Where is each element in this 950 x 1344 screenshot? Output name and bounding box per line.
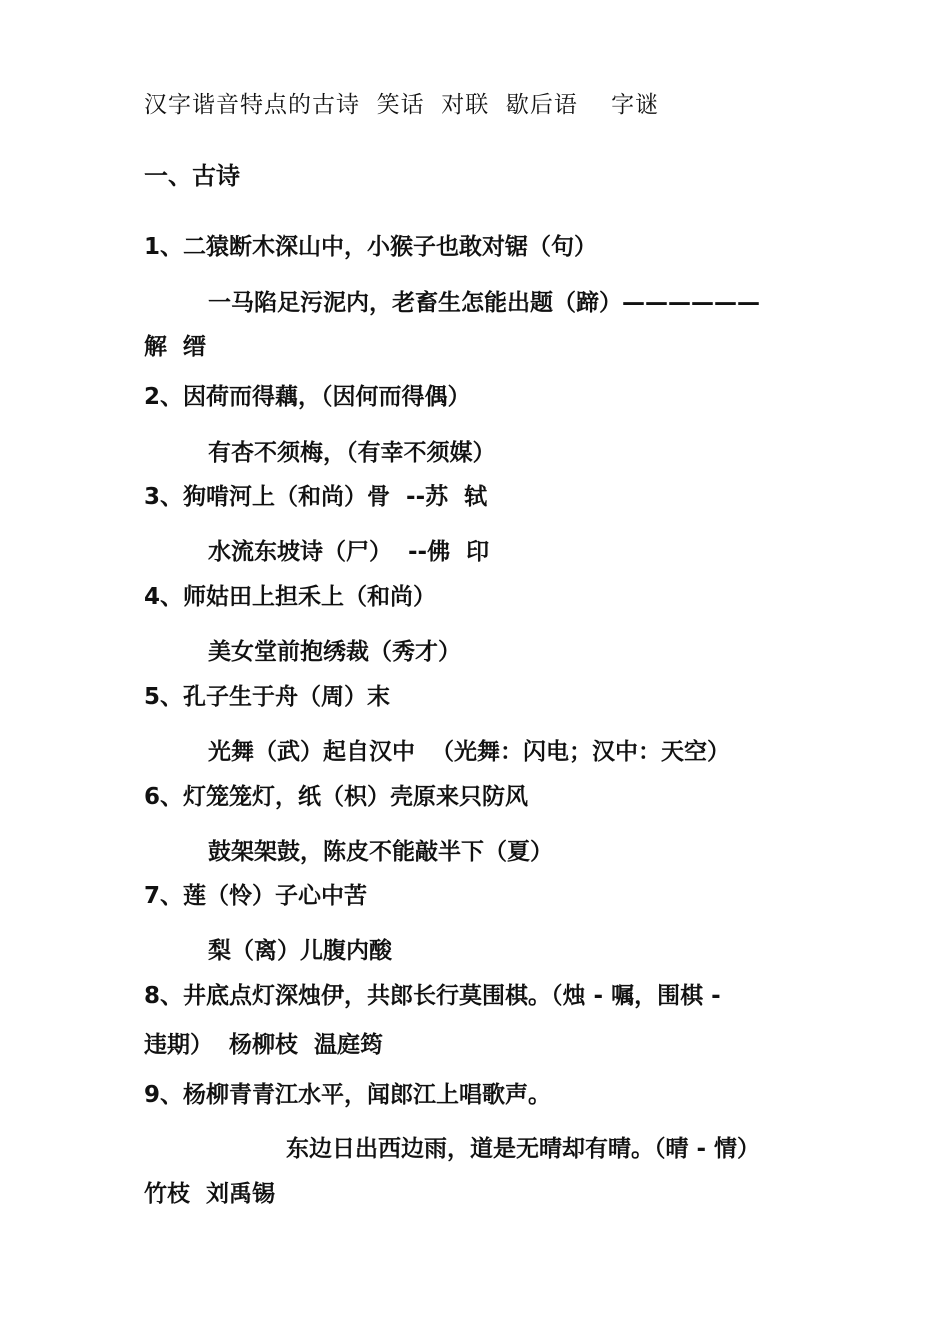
- poem-line: 9、杨柳青青江水平，闻郎江上唱歌声。: [144, 1082, 552, 1108]
- poem-line: 光舞（武）起自汉中 （光舞：闪电；汉中：天空）: [208, 739, 731, 765]
- poem-author: 竹枝 刘禹锡: [144, 1181, 276, 1207]
- poem-line: 4、师姑田上担禾上（和尚）: [144, 584, 437, 610]
- poem-line: 有杏不须梅，（有幸不须媒）: [208, 440, 496, 466]
- section-heading: 一、古诗: [144, 162, 240, 190]
- poem-line: 一马陷足污泥内，老畜生怎能出题（蹄）——————: [208, 290, 760, 316]
- poem-line: 东边日出西边雨，道是无晴却有晴。（晴 - 情）: [286, 1136, 761, 1162]
- poem-line: 8、井底点灯深烛伊，共郎长行莫围棋。（烛 - 嘱，围棋 -: [144, 983, 721, 1009]
- poem-line: 7、莲（怜）子心中苦: [144, 883, 368, 909]
- poem-line: 1、二猿断木深山中，小猴子也敢对锯（句）: [144, 234, 598, 260]
- poem-author: 解 缙: [144, 334, 207, 360]
- poem-line: 5、孔子生于舟（周）末: [144, 684, 391, 710]
- poem-line: 水流东坡诗（尸） --佛 印: [208, 539, 490, 565]
- poem-line: 3、狗啃河上（和尚）骨 --苏 轼: [144, 484, 488, 510]
- poem-line: 2、因荷而得藕，（因何而得偶）: [144, 384, 471, 410]
- poem-line: 6、灯笼笼灯，纸（枳）壳原来只防风: [144, 784, 529, 810]
- document-title: 汉字谐音特点的古诗 笑话 对联 歇后语 字谜: [144, 92, 660, 118]
- poem-line: 梨（离）儿腹内酸: [208, 938, 392, 964]
- poem-line: 鼓架架鼓，陈皮不能敲半下（夏）: [208, 839, 553, 865]
- poem-line: 美女堂前抱绣裁（秀才）: [208, 639, 461, 665]
- poem-author: 违期） 杨柳枝 温庭筠: [144, 1032, 384, 1058]
